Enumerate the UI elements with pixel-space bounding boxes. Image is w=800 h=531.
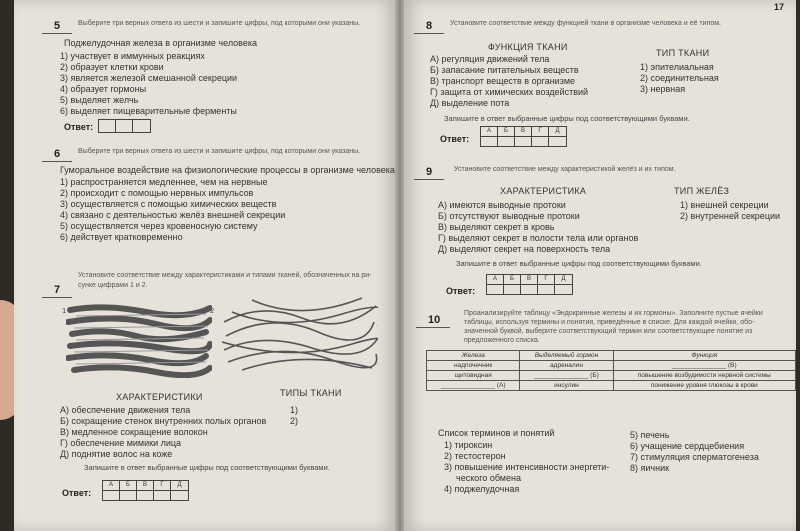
term-item-cont: ческого обмена (456, 473, 521, 483)
table-cell: понижение уровня глюкозы в крови (613, 381, 795, 391)
letter-cell: Г (538, 275, 555, 284)
term-item: 7) стимуляция сперматогенеза (630, 452, 759, 462)
q9-number-rule (414, 179, 444, 180)
table-cell: щитовидная (427, 371, 520, 381)
table-cell: надпочечник (427, 361, 520, 371)
q10-instruction-cont: значенной буквой, выберите соответствующий термин или соответствующее понятие из (464, 328, 753, 335)
q7-option: Б) сокращение стенок внутренних полых органов (60, 416, 267, 426)
q5-number-rule (42, 33, 72, 34)
answer-cell[interactable] (555, 285, 572, 294)
answer-cell[interactable] (498, 137, 515, 146)
q7-answer-grid[interactable] (102, 480, 189, 501)
q6-stem: Гуморальное воздействие на физиологические процессы в организме человека (60, 165, 395, 175)
answer-cell[interactable] (549, 137, 566, 146)
q9-write-note: Запишите в ответ выбранные цифры под соответствующими буквами. (456, 259, 702, 268)
q8-option: Д) выделение пота (430, 98, 510, 108)
q5-instruction: Выберите три верных ответа из шести и запишите цифры, под которыми они указаны. (78, 20, 361, 27)
term-item: 1) тироксин (444, 440, 493, 450)
letter-cell: А (103, 481, 120, 490)
connective-tissue-figure (222, 292, 378, 374)
q9-type: 2) внутренней секреции (680, 211, 781, 221)
q6-option: 6) действует кратковременно (60, 232, 183, 242)
letter-cell: Г (154, 481, 171, 490)
answer-cell[interactable] (487, 285, 504, 294)
muscle-tissue-figure (66, 300, 215, 378)
q6-number: 6 (54, 148, 61, 160)
q8-option: А) регуляция движений тела (430, 54, 550, 64)
q9-answer-label: Ответ: (446, 286, 476, 296)
term-item: 2) тестостерон (444, 451, 506, 461)
answer-cell[interactable] (120, 491, 137, 500)
letter-cell: В (521, 275, 538, 284)
q9-col1-header: ХАРАКТЕРИСТИКА (500, 186, 587, 196)
page-number: 17 (774, 2, 785, 12)
q8-option: Б) запасание питательных веществ (430, 65, 579, 75)
q7-col1-header: ХАРАКТЕРИСТИКИ (116, 392, 203, 402)
letter-cell: Б (504, 275, 521, 284)
letter-cell: Д (177, 482, 182, 488)
q9-answer-grid[interactable] (486, 274, 573, 295)
term-item: 8) яичник (630, 463, 670, 473)
q10-instruction-cont: таблицы, используя термины и понятия, приведённые в списке. Для каждой ячейки, обо- (464, 319, 755, 326)
term-item: 5) печень (630, 430, 670, 440)
q6-instruction: Выберите три верных ответа из шести и запишите цифры, под которыми они указаны. (78, 148, 361, 155)
q8-type: 1) эпителиальная (640, 62, 714, 72)
q7-col2-header: ТИПЫ ТКАНИ (280, 388, 342, 398)
q5-option: 3) является железой смешанной секреции (60, 73, 238, 83)
q6-number-rule (42, 161, 72, 162)
fig2-label: 2 (210, 306, 215, 315)
q10-number: 10 (428, 314, 441, 326)
q7-number-rule (42, 297, 72, 298)
q7-instruction-cont: сунке цифрами 1 и 2. (78, 282, 148, 289)
q6-option: 1) распространяется медленнее, чем на нервные (60, 177, 268, 187)
answer-cell[interactable] (154, 491, 171, 500)
q9-option: А) имеются выводные протоки (438, 200, 566, 210)
q5-number: 5 (54, 20, 61, 32)
q9-option: Б) отсутствуют выводные протоки (438, 211, 580, 221)
q7-answer-label: Ответ: (62, 488, 92, 498)
q8-col2-header: ТИП ТКАНИ (656, 48, 710, 58)
table-header: Железа (427, 351, 520, 361)
table-cell: повышение возбудимости нервной системы (613, 371, 795, 381)
q5-stem: Поджелудочная железа в организме человека (64, 38, 258, 48)
q7-write-note: Запишите в ответ выбранные цифры под соответствующими буквами. (84, 463, 330, 472)
letter-cell: Д (561, 276, 566, 282)
q8-option: В) транспорт веществ в организме (430, 76, 576, 86)
letter-cell: Б (498, 127, 515, 136)
q5-option: 4) образует гормоны (60, 84, 147, 94)
q7-option: Д) поднятие волос на коже (60, 449, 173, 459)
term-item: 6) учащение сердцебиения (630, 441, 745, 451)
q6-option: 3) осуществляется с помощью химических веществ (60, 199, 277, 209)
q7-number: 7 (54, 284, 61, 296)
letter-cell: Г (532, 127, 549, 136)
q8-number: 8 (426, 20, 433, 32)
q7-option: А) обеспечение движения тела (60, 405, 191, 415)
q9-option: Д) выделяют секрет на поверхность тела (438, 244, 611, 254)
q8-type: 3) нервная (640, 84, 686, 94)
answer-cell[interactable] (521, 285, 538, 294)
q8-answer-label: Ответ: (440, 134, 470, 144)
q5-option: 1) участвует в иммунных реакциях (60, 51, 205, 61)
answer-cell[interactable] (137, 491, 154, 500)
q9-number: 9 (426, 166, 433, 178)
table-header: Выделяемый гормон (520, 351, 613, 361)
q8-instruction: Установите соответствие между функцией ткани в организме человека и её типом. (450, 20, 721, 27)
q7-instruction: Установите соответствие между характеристиками и типами тканей, обозначенных на ри- (78, 272, 372, 279)
q9-instruction: Установите соответствие между характеристикой желёз и их типом. (454, 166, 676, 173)
letter-cell: А (481, 127, 498, 136)
answer-cell[interactable] (481, 137, 498, 146)
answer-cell[interactable] (504, 285, 521, 294)
table-header: Функция (613, 351, 795, 361)
table-cell: инсулин (520, 381, 613, 391)
answer-cell[interactable] (538, 285, 555, 294)
q9-type: 1) внешней секреции (680, 200, 769, 210)
right-page (404, 0, 796, 531)
q7-type: 1) (290, 405, 299, 415)
q9-col2-header: ТИП ЖЕЛЁЗ (674, 186, 730, 196)
term-item: 4) поджелудочная (444, 484, 520, 494)
terms-list-title: Список терминов и понятий (438, 428, 555, 438)
q8-write-note: Запишите в ответ выбранные цифры под соответствующими буквами. (444, 114, 690, 123)
q8-type: 2) соединительная (640, 73, 719, 83)
q8-option: Г) защита от химических воздействий (430, 87, 589, 97)
q8-answer-grid[interactable] (480, 126, 567, 147)
q5-option: 2) образует клетки крови (60, 62, 164, 72)
q8-col1-header: ФУНКЦИЯ ТКАНИ (488, 42, 568, 52)
q10-instruction-cont: предложенного списка. (464, 337, 540, 344)
q10-number-rule (416, 327, 450, 328)
answer-cell[interactable] (532, 137, 549, 146)
q9-option: Г) выделяют секрет в полости тела или органов (438, 233, 639, 243)
table-cell-blank[interactable]: _______________ (В) (613, 361, 795, 371)
q9-option: В) выделяют секрет в кровь (438, 222, 555, 232)
q6-option: 4) связано с деятельностью желёз внешней секреции (60, 210, 286, 220)
table-cell-blank[interactable]: _______________ (Б) (520, 371, 613, 381)
answer-cell[interactable] (171, 491, 188, 500)
term-item: 3) повышение интенсивности энергети- (444, 462, 610, 472)
fig1-label: 1 (62, 306, 67, 315)
table-cell-blank[interactable]: _______________ (А) (427, 381, 520, 391)
letter-cell: В (515, 127, 532, 136)
left-page (14, 0, 396, 531)
q10-instruction: Проанализируйте таблицу «Эндокринные железы и их гормоны». Заполните пустые ячейки (464, 310, 763, 317)
letter-cell: Д (555, 128, 560, 134)
q5-option: 6) выделяет пищеварительные ферменты (60, 106, 237, 116)
answer-cell[interactable] (515, 137, 532, 146)
letter-cell: Б (120, 481, 137, 490)
q6-option: 5) осуществляется через кровеносную систему (60, 221, 258, 231)
letter-cell: А (487, 275, 504, 284)
q7-type: 2) (290, 416, 299, 426)
answer-cell[interactable] (103, 491, 120, 500)
letter-cell: В (137, 481, 154, 490)
table-cell: адреналин (520, 361, 613, 371)
q5-option: 5) выделяет желчь (60, 95, 139, 105)
q5-answer-label: Ответ: (64, 122, 94, 132)
q7-option: Г) обеспечение мимики лица (60, 438, 182, 448)
q5-answer-boxes[interactable] (98, 119, 151, 133)
glands-table (426, 350, 796, 391)
q6-option: 2) происходит с помощью нервных импульсов (60, 188, 254, 198)
q8-number-rule (414, 33, 444, 34)
q7-option: В) медленное сокращение волокон (60, 427, 208, 437)
